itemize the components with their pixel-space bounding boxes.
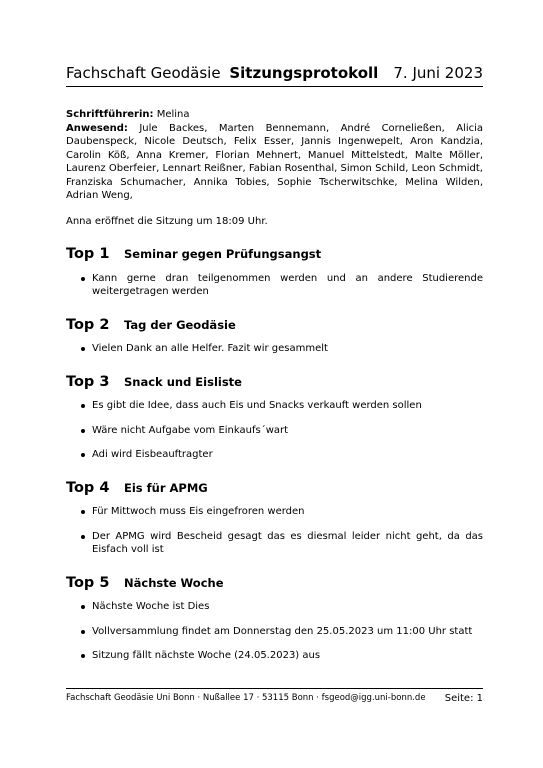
agenda-items <box>66 399 483 462</box>
list-item: Es gibt die Idee, dass auch Eis und Snacks verkauft werden sollen <box>66 399 483 413</box>
agenda-heading <box>66 316 483 333</box>
list-item: Für Mittwoch muss Eis eingefroren werden <box>66 505 483 519</box>
agenda-section <box>66 574 483 663</box>
list-item: Nächste Woche ist Dies <box>66 600 483 614</box>
list-item: Wäre nicht Aufgabe vom Einkaufs´wart <box>66 424 483 438</box>
page-footer <box>66 688 483 704</box>
agenda-items <box>66 272 483 299</box>
agenda-section <box>66 248 483 299</box>
writer-line <box>66 108 483 122</box>
footer-address: Fachschaft Geodäsie Uni Bonn · Nußallee 17 · 53115 Bonn · fsgeod@igg.uni-bonn.de <box>66 693 426 703</box>
agenda-heading <box>66 479 483 496</box>
agenda <box>66 248 483 663</box>
agenda-section <box>66 373 483 462</box>
list-item: Adi wird Eisbeauftragter <box>66 448 483 462</box>
header-left <box>66 64 378 82</box>
agenda-section <box>66 479 483 557</box>
agenda-number: Top 4 <box>66 479 110 496</box>
agenda-number: Top 5 <box>66 574 110 591</box>
agenda-number: Top 3 <box>66 373 110 390</box>
agenda-number: Top 1 <box>66 246 110 262</box>
writer-label: Schriftführerin: <box>66 109 154 120</box>
header-title: Sitzungsprotokoll <box>229 64 379 82</box>
footer-page-number: Seite: 1 <box>444 693 483 704</box>
agenda-heading <box>66 248 483 262</box>
header-org: Fachschaft Geodäsie <box>66 64 221 82</box>
agenda-title: Seminar gegen Prüfungsangst <box>124 247 322 261</box>
list-item: Der APMG wird Bescheid gesagt das es diesmal leider nicht geht, da das Eisfach voll ist <box>66 530 483 557</box>
present-line <box>66 122 483 203</box>
page-header <box>66 64 483 87</box>
document-body <box>66 108 483 674</box>
opening-line: Anna eröffnet die Sitzung um 18:09 Uhr. <box>66 215 268 227</box>
agenda-title: Snack und Eisliste <box>124 374 242 389</box>
header-date: 7. Juni 2023 <box>393 64 483 82</box>
agenda-title: Eis für APMG <box>124 480 208 495</box>
agenda-heading <box>66 373 483 390</box>
agenda-section <box>66 316 483 356</box>
agenda-heading <box>66 574 483 591</box>
agenda-title: Tag der Geodäsie <box>124 317 236 332</box>
meta-block <box>66 108 483 203</box>
agenda-items <box>66 342 483 356</box>
agenda-items <box>66 600 483 663</box>
agenda-number: Top 2 <box>66 316 110 333</box>
writer-name: Melina <box>156 109 190 120</box>
agenda-items <box>66 505 483 557</box>
list-item: Vielen Dank an alle Helfer. Fazit wir gesammelt <box>66 342 483 356</box>
present-list: Jule Backes, Marten Bennemann, André Corneließen, Alicia Daubenspeck, Nicole Deutsch, Felix Esser, Jannis Ingenwepelt, Aron Kandzia, Carolin Köß, Anna Kremer, Florian Mehnert, Manuel Mittelstedt, Malte Möller, Laurenz Oberfeier, Lennart Reißner, Fabian Rosenthal, Simon Schild, Leon Schmidt, Franziska Schumacher, Annika Tobies, Sophie Tscherwitschke, Melina Wilden, Adrian Weng, <box>66 122 483 201</box>
present-label: Anwesend: <box>66 122 128 134</box>
list-item: Sitzung fällt nächste Woche (24.05.2023) aus <box>66 649 483 663</box>
list-item: Kann gerne dran teilgenommen werden und an andere Studierende weitergetragen werden <box>66 272 483 299</box>
list-item: Vollversammlung findet am Donnerstag den 25.05.2023 um 11:00 Uhr statt <box>66 625 483 639</box>
agenda-title: Nächste Woche <box>124 575 224 590</box>
